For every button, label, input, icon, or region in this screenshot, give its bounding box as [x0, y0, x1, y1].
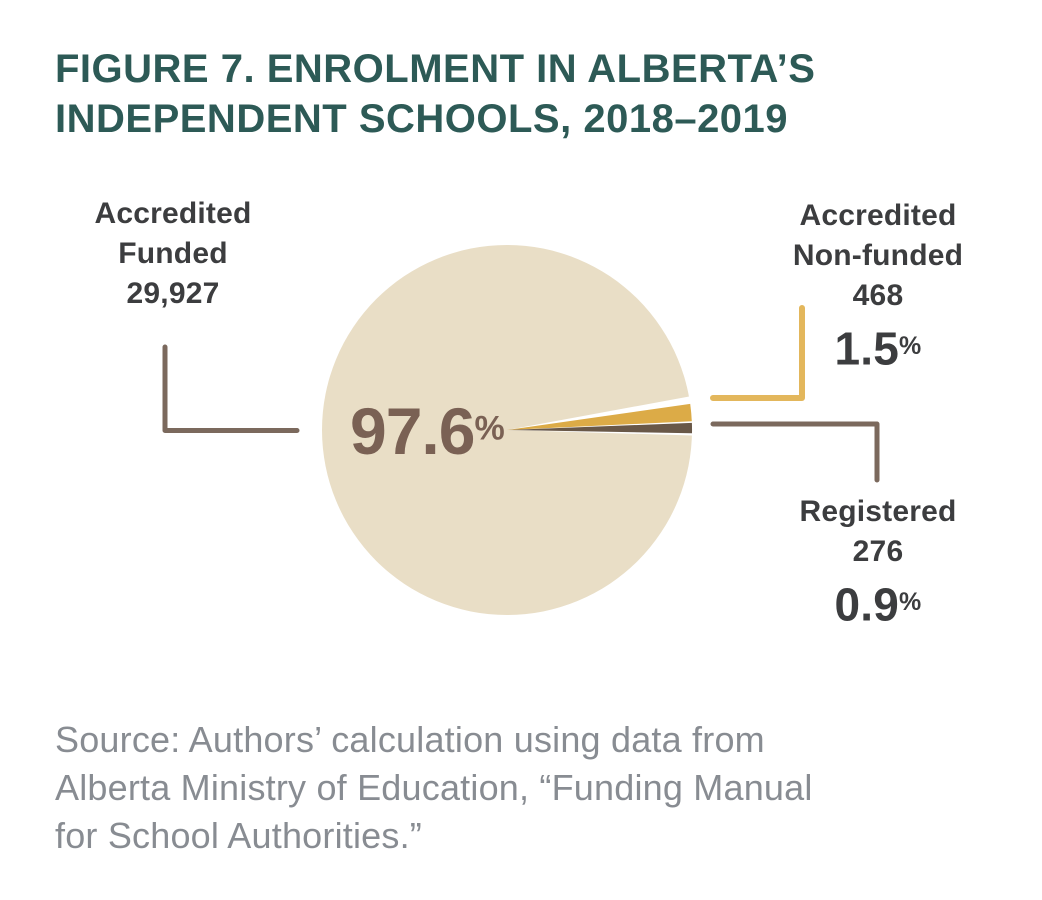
callout-registered-percent-value: 0.9 — [834, 578, 900, 631]
source-note — [55, 716, 813, 860]
figure-title-line2: INDEPENDENT SCHOOLS, 2018–2019 — [55, 97, 789, 141]
callout-registered-value: 276 — [852, 535, 904, 568]
callout-nonfunded-value: 468 — [852, 279, 904, 312]
source-note-line2: Alberta Ministry of Education, “Funding Manual — [55, 767, 813, 808]
callout-nonfunded-percent-value: 1.5 — [834, 322, 900, 375]
center-percent-sign: % — [474, 409, 505, 448]
callout-accredited-nonfunded — [758, 196, 998, 375]
callout-accredited-funded — [53, 194, 293, 314]
callout-funded-value: 29,927 — [126, 277, 220, 310]
callout-registered-label: Registered — [799, 495, 957, 528]
callout-line-registered — [713, 424, 877, 480]
source-note-line3: for School Authorities.” — [55, 815, 422, 856]
center-percent-label — [350, 394, 505, 468]
callout-nonfunded-percent-sign: % — [899, 332, 922, 360]
callout-line-accredited-funded — [165, 347, 297, 431]
source-note-line1: Source: Authors’ calculation using data from — [55, 719, 765, 760]
callout-nonfunded-label-line2: Non-funded — [792, 239, 964, 272]
callout-nonfunded-label-line1: Accredited — [799, 199, 957, 232]
callout-funded-label-line1: Accredited — [94, 197, 252, 230]
callout-funded-label-line2: Funded — [118, 237, 228, 270]
callout-registered-percent-sign: % — [899, 588, 922, 616]
center-percent-value: 97.6 — [350, 394, 475, 468]
callout-registered — [758, 492, 998, 631]
callout-nonfunded-percent — [758, 320, 998, 375]
callout-registered-percent — [758, 576, 998, 631]
figure-title-line1: FIGURE 7. ENROLMENT IN ALBERTA’S — [55, 47, 816, 91]
